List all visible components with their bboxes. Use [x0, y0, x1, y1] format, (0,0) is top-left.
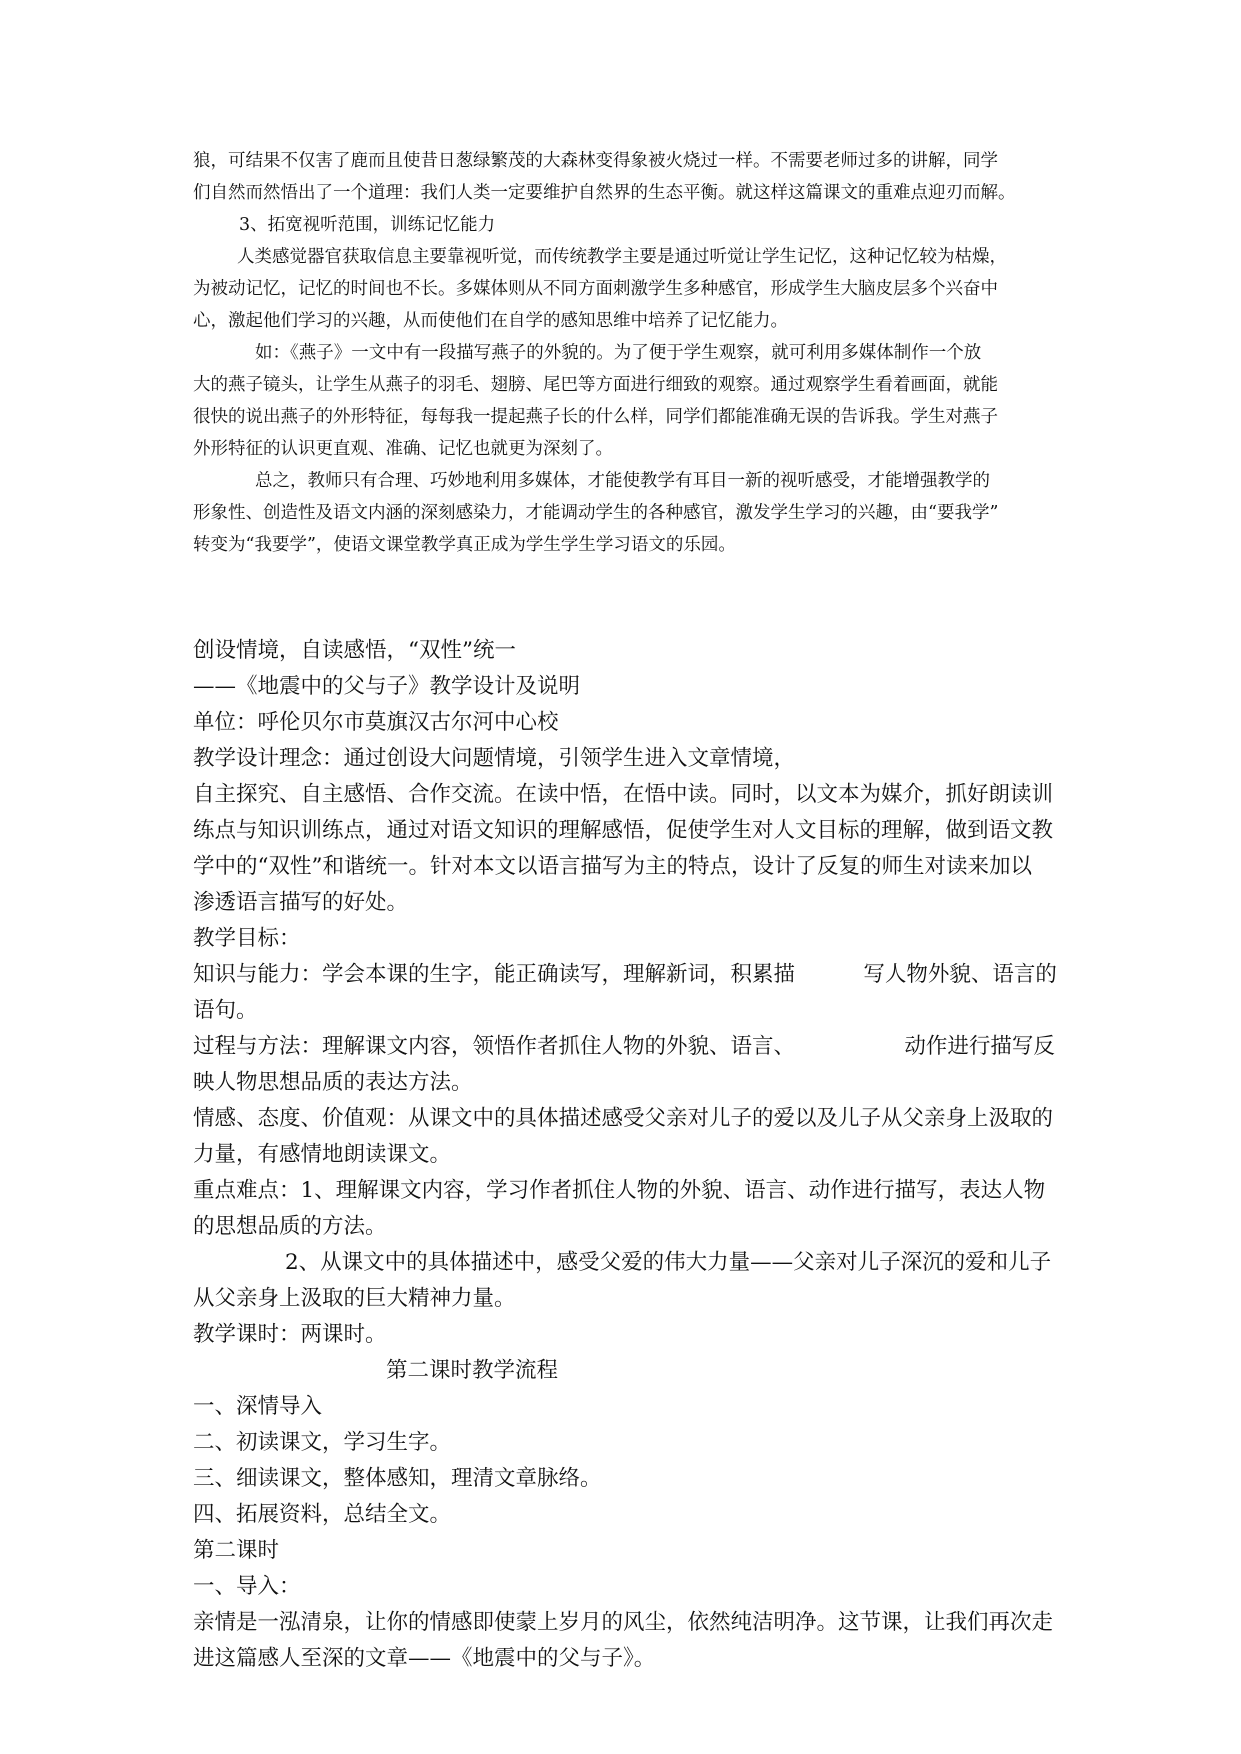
text-line: 语句。	[193, 998, 258, 1023]
text-line: 外形特征的认识更直观、准确、记忆也就更为深刻了。	[193, 439, 613, 459]
heading-objectives: 教学目标：	[193, 926, 301, 951]
text-line: 教学课时：两课时。	[193, 1322, 387, 1347]
text-line: 映人物思想品质的表达方法。	[193, 1070, 473, 1095]
text-line: 练点与知识训练点，通过对语文知识的理解感悟，促使学生对人文目标的理解，做到语文教	[193, 818, 1054, 843]
text-line: 从父亲身上汲取的巨大精神力量。	[193, 1286, 516, 1311]
text-line: 渗透语言描写的好处。	[193, 890, 409, 915]
text-line: 总之，教师只有合理、巧妙地利用多媒体，才能使教学有耳目一新的视听感受，才能增强教学的	[255, 471, 990, 491]
text-line: 转变为“我要学”，使语文课堂教学真正成为学生学生学习语文的乐园。	[193, 535, 736, 555]
list-item: 四、拓展资料，总结全文。	[193, 1502, 452, 1527]
text-line: 心，激起他们学习的兴趣，从而使他们在自学的感知思维中培养了记忆能力。	[193, 311, 788, 331]
text-line: 如：《燕子》一文中有一段描写燕子的外貌的。为了便于学生观察，就可利用多媒体制作一个放	[255, 343, 982, 363]
text-line: 自主探究、自主感悟、合作交流。在读中悟，在悟中读。同时，以文本为媒介，抓好朗读训	[193, 782, 1054, 807]
author-unit: 单位：呼伦贝尔市莫旗汉古尔河中心校	[193, 710, 559, 735]
text-line: 过程与方法：理解课文内容，领悟作者抓住人物的外貌、语言、 动作进行描写反	[193, 1034, 1055, 1059]
text-line: 大的燕子镜头，让学生从燕子的羽毛、翅膀、尾巴等方面进行细致的观察。通过观察学生看着画面，就能	[193, 375, 998, 395]
text-line: 们自然而然悟出了一个道理：我们人类一定要维护自然界的生态平衡。就这样这篇课文的重难点迎刃而解。	[193, 183, 1016, 203]
text-line: 力量，有感情地朗读课文。	[193, 1142, 452, 1167]
text-line: 亲情是一泓清泉，让你的情感即使蒙上岁月的风尘，依然纯洁明净。这节课，让我们再次走	[193, 1610, 1054, 1635]
text-line: 2、从课文中的具体描述中，感受父爱的伟大力量——父亲对儿子深沉的爱和儿子	[285, 1250, 1052, 1275]
text-line: 的思想品质的方法。	[193, 1214, 387, 1239]
text-line: 很快的说出燕子的外形特征，每每我一提起燕子长的什么样，同学们都能准确无误的告诉我。学生对燕子	[193, 407, 998, 427]
list-item: 一、深情导入	[193, 1394, 323, 1419]
heading-lesson-flow: 第二课时教学流程	[386, 1358, 559, 1383]
text-line: 重点难点：1、理解课文内容，学习作者抓住人物的外貌、语言、动作进行描写，表达人物	[193, 1178, 1046, 1203]
lesson-subtitle: ——《地震中的父与子》教学设计及说明	[193, 674, 581, 699]
text-line: 教学设计理念：通过创设大问题情境，引领学生进入文章情境，	[193, 746, 796, 771]
text-line: 狼，可结果不仅害了鹿而且使昔日葱绿繁茂的大森林变得象被火烧过一样。不需要老师过多的讲解，同学	[193, 151, 998, 171]
heading-second-lesson: 第二课时	[193, 1538, 280, 1563]
list-item: 二、初读课文，学习生字。	[193, 1430, 452, 1455]
subheading: 3、拓宽视听范围，训练记忆能力	[239, 215, 496, 235]
text-line: 形象性、创造性及语文内涵的深刻感染力，才能调动学生的各种感官，激发学生学习的兴趣，由“要我学”	[193, 503, 999, 523]
text-line: 知识与能力：学会本课的生字，能正确读写，理解新词，积累描 写人物外貌、语言的	[193, 962, 1057, 987]
text-line: 情感、态度、价值观：从课文中的具体描述感受父亲对儿子的爱以及儿子从父亲身上汲取的	[193, 1106, 1054, 1131]
lesson-title: 创设情境，自读感悟，“双性”统一	[193, 638, 516, 663]
text-line: 为被动记忆，记忆的时间也不长。多媒体则从不同方面刺激学生多种感官，形成学生大脑皮层多个兴奋中	[193, 279, 998, 299]
text-line: 人类感觉器官获取信息主要靠视听觉，而传统教学主要是通过听觉让学生记忆，这种记忆较为枯燥，	[237, 247, 1007, 267]
heading-intro: 一、导入：	[193, 1574, 301, 1599]
list-item: 三、细读课文，整体感知，理清文章脉络。	[193, 1466, 602, 1491]
text-line: 进这篇感人至深的文章——《地震中的父与子》。	[193, 1646, 656, 1671]
text-line: 学中的“双性”和谐统一。针对本文以语言描写为主的特点，设计了反复的师生对读来加以	[193, 854, 1032, 879]
essay-conclusion-section	[193, 145, 1053, 561]
lesson-plan-section	[193, 633, 1073, 1677]
